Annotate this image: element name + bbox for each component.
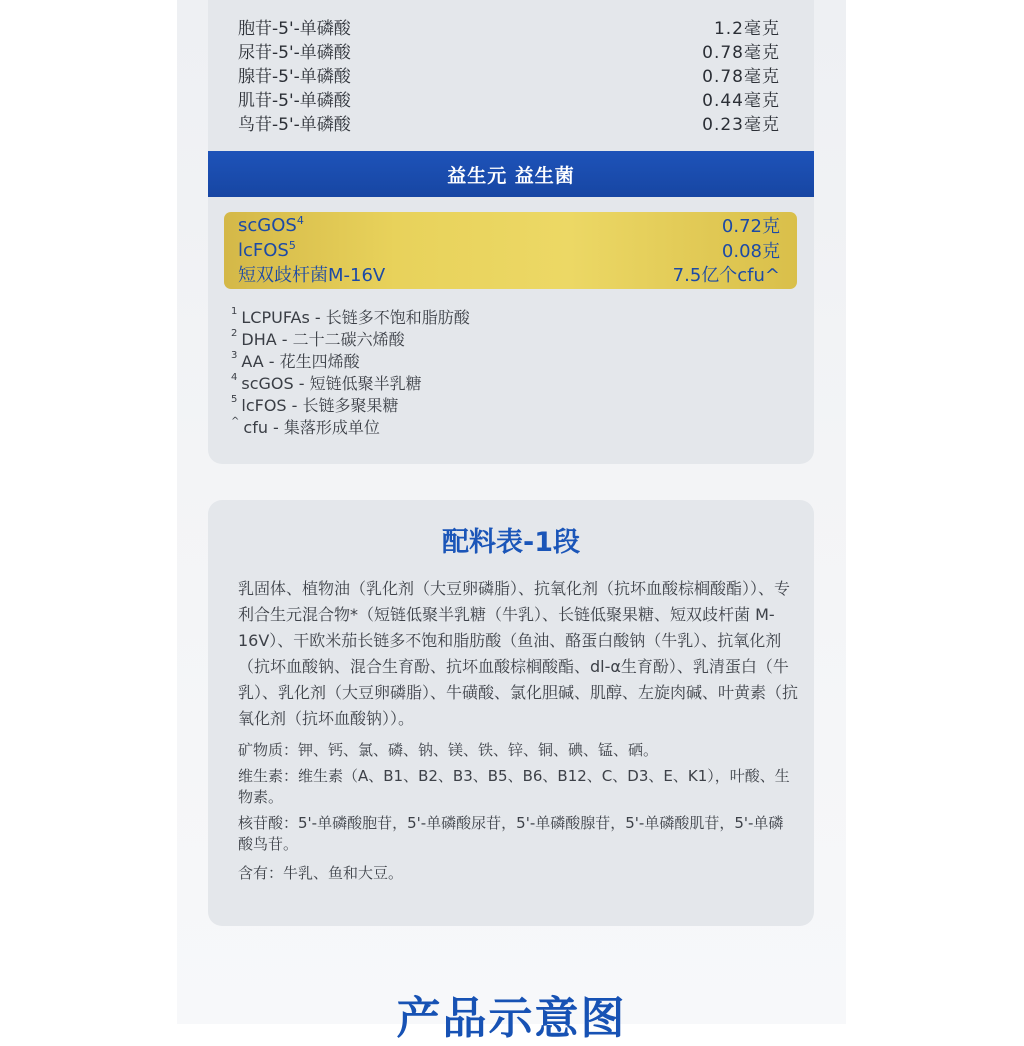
ingredients-vitamins: 维生素：维生素（A、B1、B2、B3、B5、B6、B12、C、D3、E、K1），叶酸、生物素。 <box>238 767 790 806</box>
nutrient-row <box>238 38 780 62</box>
footnote <box>231 327 405 349</box>
nutrient-value: 1.2毫克 <box>713 18 780 39</box>
prebiotic-name: lcFOS$^5$ <box>238 239 296 261</box>
ingredients-contains: 含有：牛乳、鱼和大豆。 <box>238 864 404 882</box>
prebiotic-name: 短双歧杆菌M-16V <box>238 265 386 286</box>
footnote-mark: 1 <box>231 305 238 317</box>
footnote-text: DHA - 二十二碳六烯酸 <box>241 329 405 349</box>
nutrient-row <box>238 62 780 86</box>
nutrient-value: 0.23毫克 <box>702 114 780 135</box>
footnote <box>231 393 399 415</box>
ingredients-minerals: 矿物质：钾、钙、氯、磷、钠、镁、铁、锌、铜、碘、锰、硒。 <box>238 741 659 759</box>
footnote-text: cfu - 集落形成单位 <box>243 417 380 437</box>
nutrient-value: 0.44毫克 <box>702 90 780 111</box>
footnote <box>231 415 380 437</box>
footnote-text: LCPUFAs - 长链多不饱和脂肪酸 <box>241 307 470 327</box>
nutrient-name: 胞苷-5'-单磷酸 <box>238 18 351 39</box>
footnote-mark: 3 <box>231 349 238 361</box>
prebiotic-row <box>238 213 780 237</box>
prebiotic-row <box>238 238 780 262</box>
prebiotics-section-header <box>208 151 814 197</box>
footnote-mark: 4 <box>231 371 238 383</box>
nutrient-row <box>238 86 780 110</box>
prebiotic-value: 7.5亿个cfu^ <box>672 265 780 286</box>
nutrient-value: 0.78毫克 <box>702 66 780 87</box>
prebiotic-name: scGOS$^4$ <box>238 214 304 236</box>
footnote-mark: 2 <box>231 327 238 339</box>
footnote <box>231 371 422 393</box>
nutrient-name: 腺苷-5'-单磷酸 <box>238 66 351 87</box>
nutrient-row <box>238 14 780 38</box>
prebiotic-value: 0.08克 <box>721 241 780 262</box>
product-illustration-title: 产品示意图 <box>396 993 627 1044</box>
ingredients-nucleotides: 核苷酸：5'-单磷酸胞苷，5'-单磷酸尿苷，5'-单磷酸腺苷，5'-单磷酸肌苷，5'-单磷酸鸟苷。 <box>238 814 784 853</box>
footnote <box>231 305 470 327</box>
ingredients-main-text: 乳固体、植物油（乳化剂（大豆卵磷脂）、抗氧化剂（抗坏血酸棕榈酸酯））、专利合生元混合物*（短链低聚半乳糖（牛乳）、长链低聚果糖、短双歧杆菌 M-16V）、干欧米茄长链多不饱和脂肪酸（鱼油、酪蛋白酸钠（牛乳）、抗氧化剂（抗坏血酸钠、混合生育酚、抗坏血酸棕榈酸酯、dl-α生育酚）、乳清蛋白（牛乳）、乳化剂（大豆卵磷脂）、牛磺酸、氯化胆碱、肌醇、左旋肉碱、叶黄素（抗氧化剂（抗坏血酸钠））。 <box>238 579 799 728</box>
prebiotic-value: 0.72克 <box>721 216 780 237</box>
footnote-text: lcFOS - 长链多聚果糖 <box>241 395 399 415</box>
footnote-text: scGOS - 短链低聚半乳糖 <box>241 373 422 393</box>
nutrient-value: 0.78毫克 <box>702 42 780 63</box>
nutrient-name: 鸟苷-5'-单磷酸 <box>238 114 351 135</box>
prebiotic-row <box>238 262 780 286</box>
footnote-mark: ^ <box>231 415 240 427</box>
section-heading: 益生元 益生菌 <box>447 164 575 187</box>
footnote-mark: 5 <box>231 393 238 405</box>
nutrient-name: 尿苷-5'-单磷酸 <box>238 42 351 63</box>
nutrient-row <box>238 110 780 134</box>
footnote <box>231 349 360 371</box>
nutrient-name: 肌苷-5'-单磷酸 <box>238 90 351 111</box>
ingredients-title: 配料表-1段 <box>442 527 580 558</box>
footnote-text: AA - 花生四烯酸 <box>241 351 360 371</box>
